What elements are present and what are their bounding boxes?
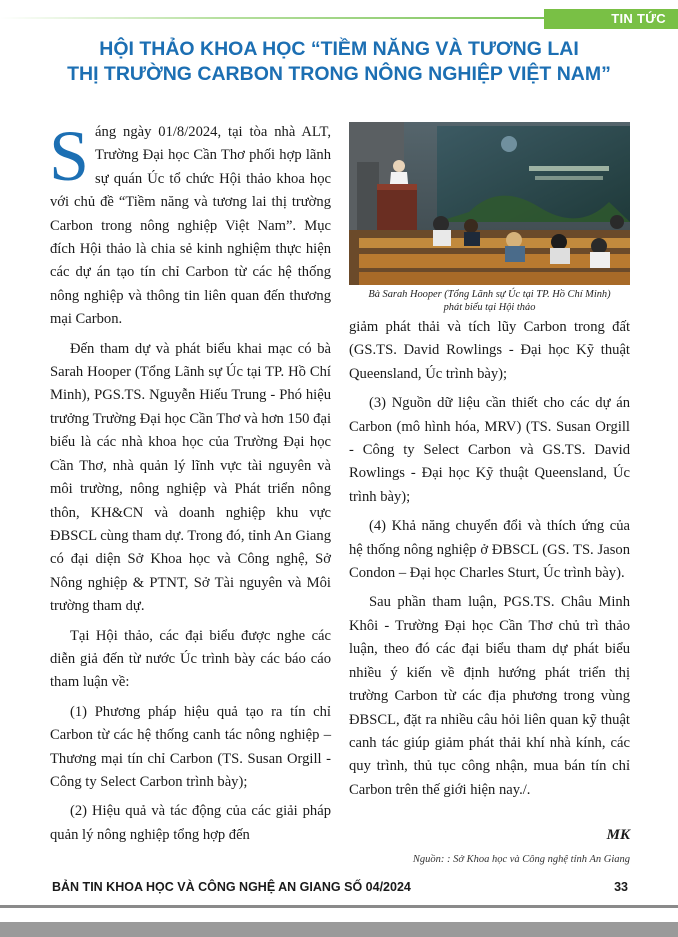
photo-caption (349, 288, 630, 314)
photo-caption-line-2: phát biểu tại Hội thảo (443, 302, 536, 313)
paragraph-intro (49, 116, 331, 332)
page-footer (52, 880, 630, 894)
bottom-band (0, 922, 678, 937)
page-number: 33 (614, 880, 628, 894)
paragraph-intro-text: áng ngày 01/8/2024, tại tòa nhà ALT, Trường Đại học Cần Thơ phối hợp lãnh sự quán Úc tổ chức Hội thảo khoa học với chủ đề “Tiềm năng và tương lai thị trường Carbon trong nông nghiệp Việt Nam”. Mục đích Hội thảo là chia sẻ kinh nghiệm thực hiện các dự án tạo tín chỉ Carbon từ các hệ thống nông nghiệp và thông tin liên quan đến thương mại Carbon. (50, 124, 331, 328)
paragraph: Tại Hội thảo, các đại biểu được nghe các diễn giả đến từ nước Úc trình bày các báo cáo tham luận về: (50, 627, 331, 691)
header-rule (0, 17, 544, 19)
event-photo-illustration (349, 122, 630, 285)
section-tag: TIN TỨC (544, 9, 678, 29)
title-line-1: HỘI THẢO KHOA HỌC “TIỀM NĂNG VÀ TƯƠNG LAI (99, 38, 579, 60)
source-note: Nguồn: : Sở Khoa học và Công nghệ tỉnh An Giang (412, 854, 630, 865)
drop-cap: S (49, 116, 90, 196)
author-initials: MK (606, 827, 630, 843)
paragraph: (3) Nguồn dữ liệu cần thiết cho các dự án Carbon (mô hình hóa, MRV) (TS. Susan Orgill - Công ty Select Carbon và GS.TS. David Rowlings - Đại học Kỹ thuật Queensland, Úc trình bày); (349, 395, 630, 505)
title-line-2: THỊ TRƯỜNG CARBON TRONG NÔNG NGHIỆP VIỆT NAM” (67, 63, 611, 85)
paragraph: Đến tham dự và phát biểu khai mạc có bà Sarah Hooper (Tổng Lãnh sự Úc tại TP. Hồ Chí Minh), PGS.TS. Nguyễn Hiếu Trung - Phó hiệu trưởng Trường Đại học Cần Thơ và hơn 150 đại biểu là các nhà khoa học của Trường Đại học Cần Thơ, nhà quản lý lĩnh vực tài nguyên và môi trường, nông nghiệp và Phát triển nông thôn, KH&CN và doanh nghiệp khu vực ĐBSCL cùng tham dự. Trong đó, tỉnh An Giang có đại diện Sở Khoa học và Công nghệ, Sở Nông nghiệp & PTNT, Sở Tài nguyên và Môi trường tham dự. (50, 340, 331, 615)
event-photo (349, 122, 630, 285)
paragraph: (4) Khả năng chuyển đổi và thích ứng của hệ thống nông nghiệp ở ĐBSCL (GS. TS. Jason Condon – Đại học Charles Sturt, Úc trình bày). (349, 518, 630, 582)
article-title (20, 37, 658, 87)
footer-rule (0, 905, 678, 908)
paragraph: Sau phần tham luận, PGS.TS. Châu Minh Khôi - Trường Đại học Cần Thơ chủ trì thảo luận, theo đó các đại biểu tham dự phát biểu nhiều ý kiến về định hướng phát triển thị trường Carbon từ các địa phương trong vùng ĐBSCL, đặt ra nhiều câu hỏi liên quan kỹ thuật canh tác giúp giảm phát thải khí nhà kính, các quy trình, thủ tục công nhận, mua bán tín chỉ Carbon trên thế giới hiện nay./. (349, 594, 630, 798)
photo-caption-line-1: Bà Sarah Hooper (Tổng Lãnh sự Úc tại TP. Hồ Chí Minh) (368, 289, 611, 300)
left-column (49, 116, 331, 853)
paragraph: giảm phát thải và tích lũy Carbon trong đất (GS.TS. David Rowlings - Đại học Kỹ thuật Queensland, Úc trình bày); (349, 319, 630, 382)
paragraph: (1) Phương pháp hiệu quả tạo ra tín chỉ Carbon từ các hệ thống canh tác nông nghiệp – Thương mại tín chỉ Carbon (TS. Susan Orgill - Công ty Select Carbon trình bày); (50, 703, 331, 790)
right-column (349, 316, 630, 808)
paragraph: (2) Hiệu quả và tác động của các giải pháp quản lý nông nghiệp tổng hợp đến (50, 803, 331, 843)
footer-title: BẢN TIN KHOA HỌC VÀ CÔNG NGHỆ AN GIANG SỐ 04/2024 (52, 880, 411, 894)
